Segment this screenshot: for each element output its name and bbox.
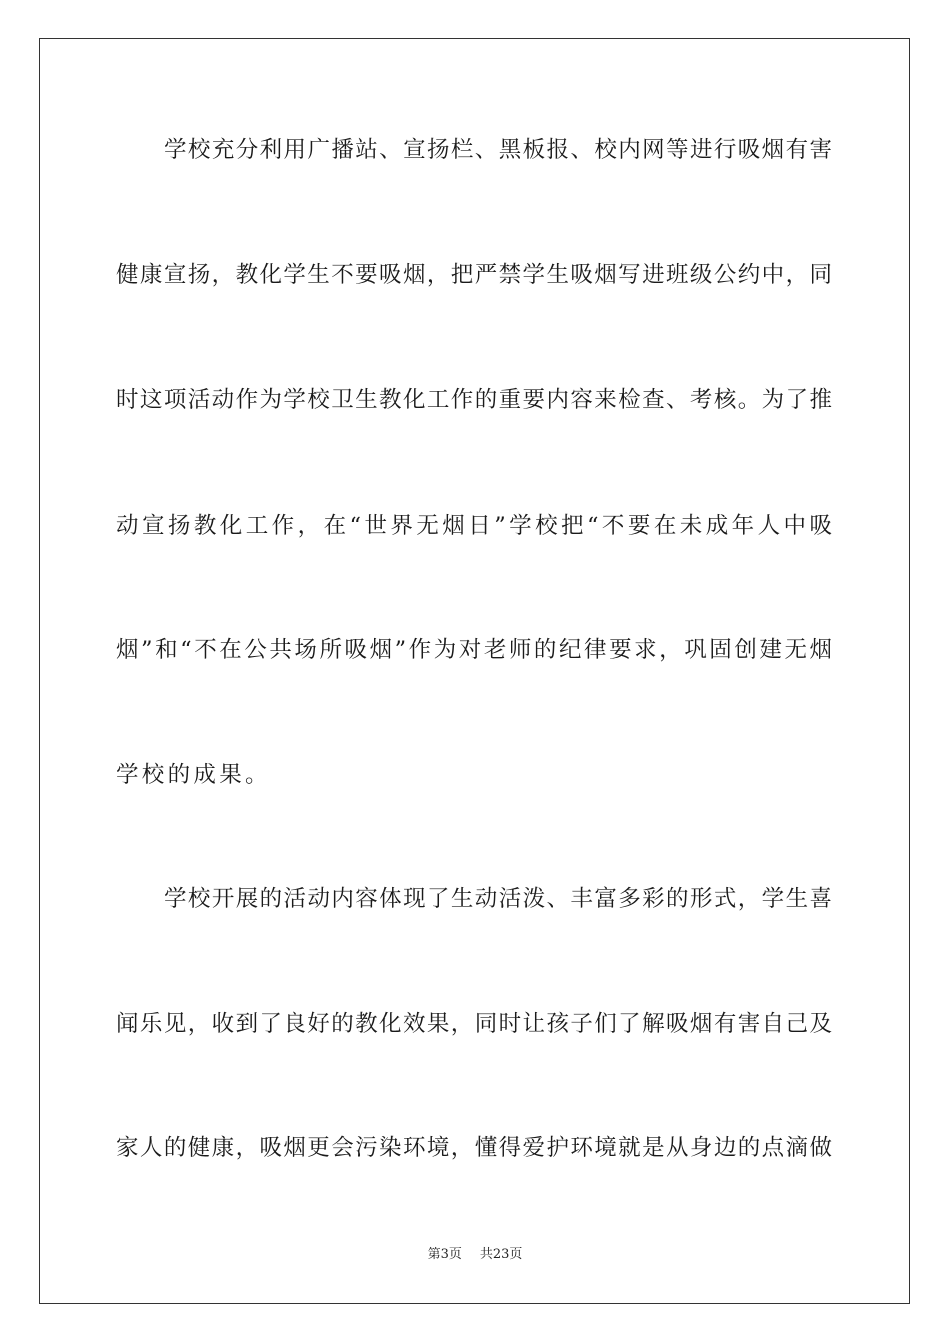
paragraph-line: 健康宣扬，教化学生不要吸烟，把严禁学生吸烟写进班级公约中，同 (116, 262, 832, 288)
paragraph-line: 学校的成果。 (116, 762, 271, 788)
paragraph-line: 闻乐见，收到了良好的教化效果，同时让孩子们了解吸烟有害自己及 (116, 1011, 832, 1037)
paragraph-line: 烟”和“不在公共场所吸烟”作为对老师的纪律要求，巩固创建无烟 (116, 637, 832, 663)
page-border (39, 38, 910, 1304)
paragraph-line: 动宣扬教化工作，在“世界无烟日”学校把“不要在未成年人中吸 (116, 513, 832, 539)
paragraph-line: 学校开展的活动内容体现了生动活泼、丰富多彩的形式，学生喜 (164, 886, 832, 912)
page-footer (0, 1247, 950, 1263)
page-number: 第3页 (427, 1247, 462, 1262)
page-total: 共23页 (479, 1247, 523, 1262)
paragraph-line: 学校充分利用广播站、宣扬栏、黑板报、校内网等进行吸烟有害 (164, 137, 832, 163)
paragraph-line: 时这项活动作为学校卫生教化工作的重要内容来检查、考核。为了推 (116, 387, 832, 413)
paragraph-line: 家人的健康，吸烟更会污染环境，懂得爱护环境就是从身边的点滴做 (116, 1135, 832, 1161)
